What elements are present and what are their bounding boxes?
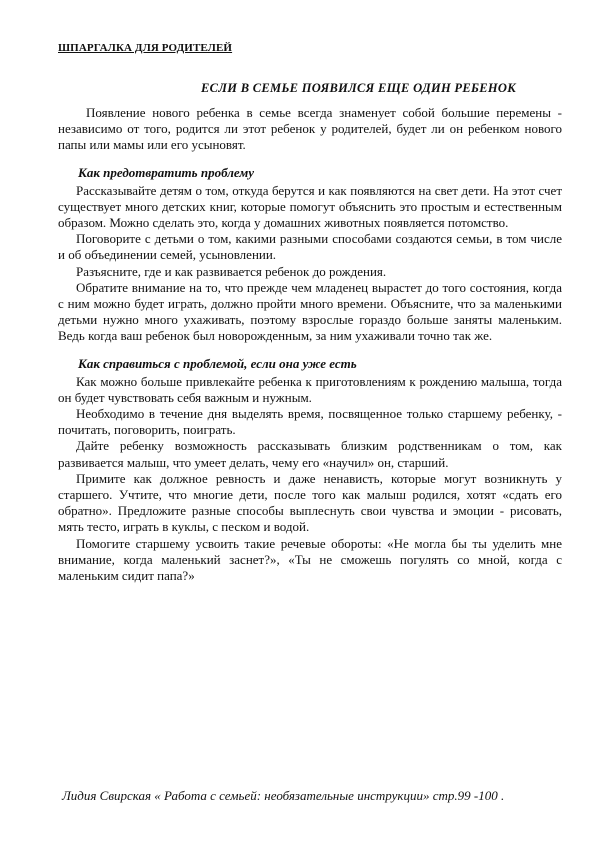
paragraph: Обратите внимание на то, что прежде чем младенец вырастет до того состояния, когда с ним можно будет играть, должно пройти много времени. Объясните, что за маленькими детьми нужно много ухаживать, поэтому взрослые гораздо больше заняты маленьким. Ведь когда ваш ребенок был новорожденным, за ним ухаживали точно так же. [58, 279, 562, 344]
paragraph: Необходимо в течение дня выделять время, посвященное только старшему ребенку, - почитать, поговорить, поиграть. [58, 406, 562, 438]
paragraph: Дайте ребенку возможность рассказывать близким родственникам о том, как развивается малыш, что умеет делать, чему его «научил» он, старший. [58, 438, 562, 470]
document-page [58, 42, 562, 584]
intro-paragraph: Появление нового ребенка в семье всегда знаменует собой большие перемены - независимо от того, родится ли этот ребенок у родителей, будет ли он ребенком нового папы или мамы или его усыновят. [58, 105, 562, 153]
paragraph: Как можно больше привлекайте ребенка к приготовлениям к рождению малыша, тогда он будет чувствовать себя важным и нужным. [58, 373, 562, 405]
section-heading-prevent: Как предотвратить проблему [78, 164, 255, 180]
citation-footer: Лидия Свирская « Работа с семьей: необязательные инструкции» стр.99 -100 . [62, 788, 505, 803]
paragraph: Разъясните, где и как развивается ребенок до рождения. [76, 263, 387, 279]
paragraph: Помогите старшему усвоить такие речевые обороты: «Не могла бы ты уделить мне внимание, когда маленький заснет?», «Ты не сможешь погулять со мной, когда с маленьким сидит папа?» [58, 535, 562, 584]
paragraph: Поговорите с детьми о том, какими разными способами создаются семьи, в том числе и об объединении семей, усыновлении. [58, 231, 562, 263]
section-heading-cope: Как справиться с проблемой, если она уже есть [78, 355, 357, 371]
document-tag: ШПАРГАЛКА ДЛЯ РОДИТЕЛЕЙ [58, 42, 233, 54]
document-title: ЕСЛИ В СЕМЬЕ ПОЯВИЛСЯ ЕЩЕ ОДИН РЕБЕНОК [200, 81, 516, 95]
paragraph: Примите как должное ревность и даже ненависть, которые могут возникнуть у старшего. Учтите, что многие дети, после того как малыш родился, хотят «сдать его обратно». Предложите разные способы выплеснуть свои чувства и эмоции - рисовать, мять тесто, играть в куклы, с песком и водой. [58, 470, 562, 535]
paragraph: Рассказывайте детям о том, откуда берутся и как появляются на свет дети. На этот счет существует много детских книг, которые помогут объяснить это простым и естественным образом. Можно сделать это, когда у домашних животных появляется потомство. [58, 182, 562, 231]
